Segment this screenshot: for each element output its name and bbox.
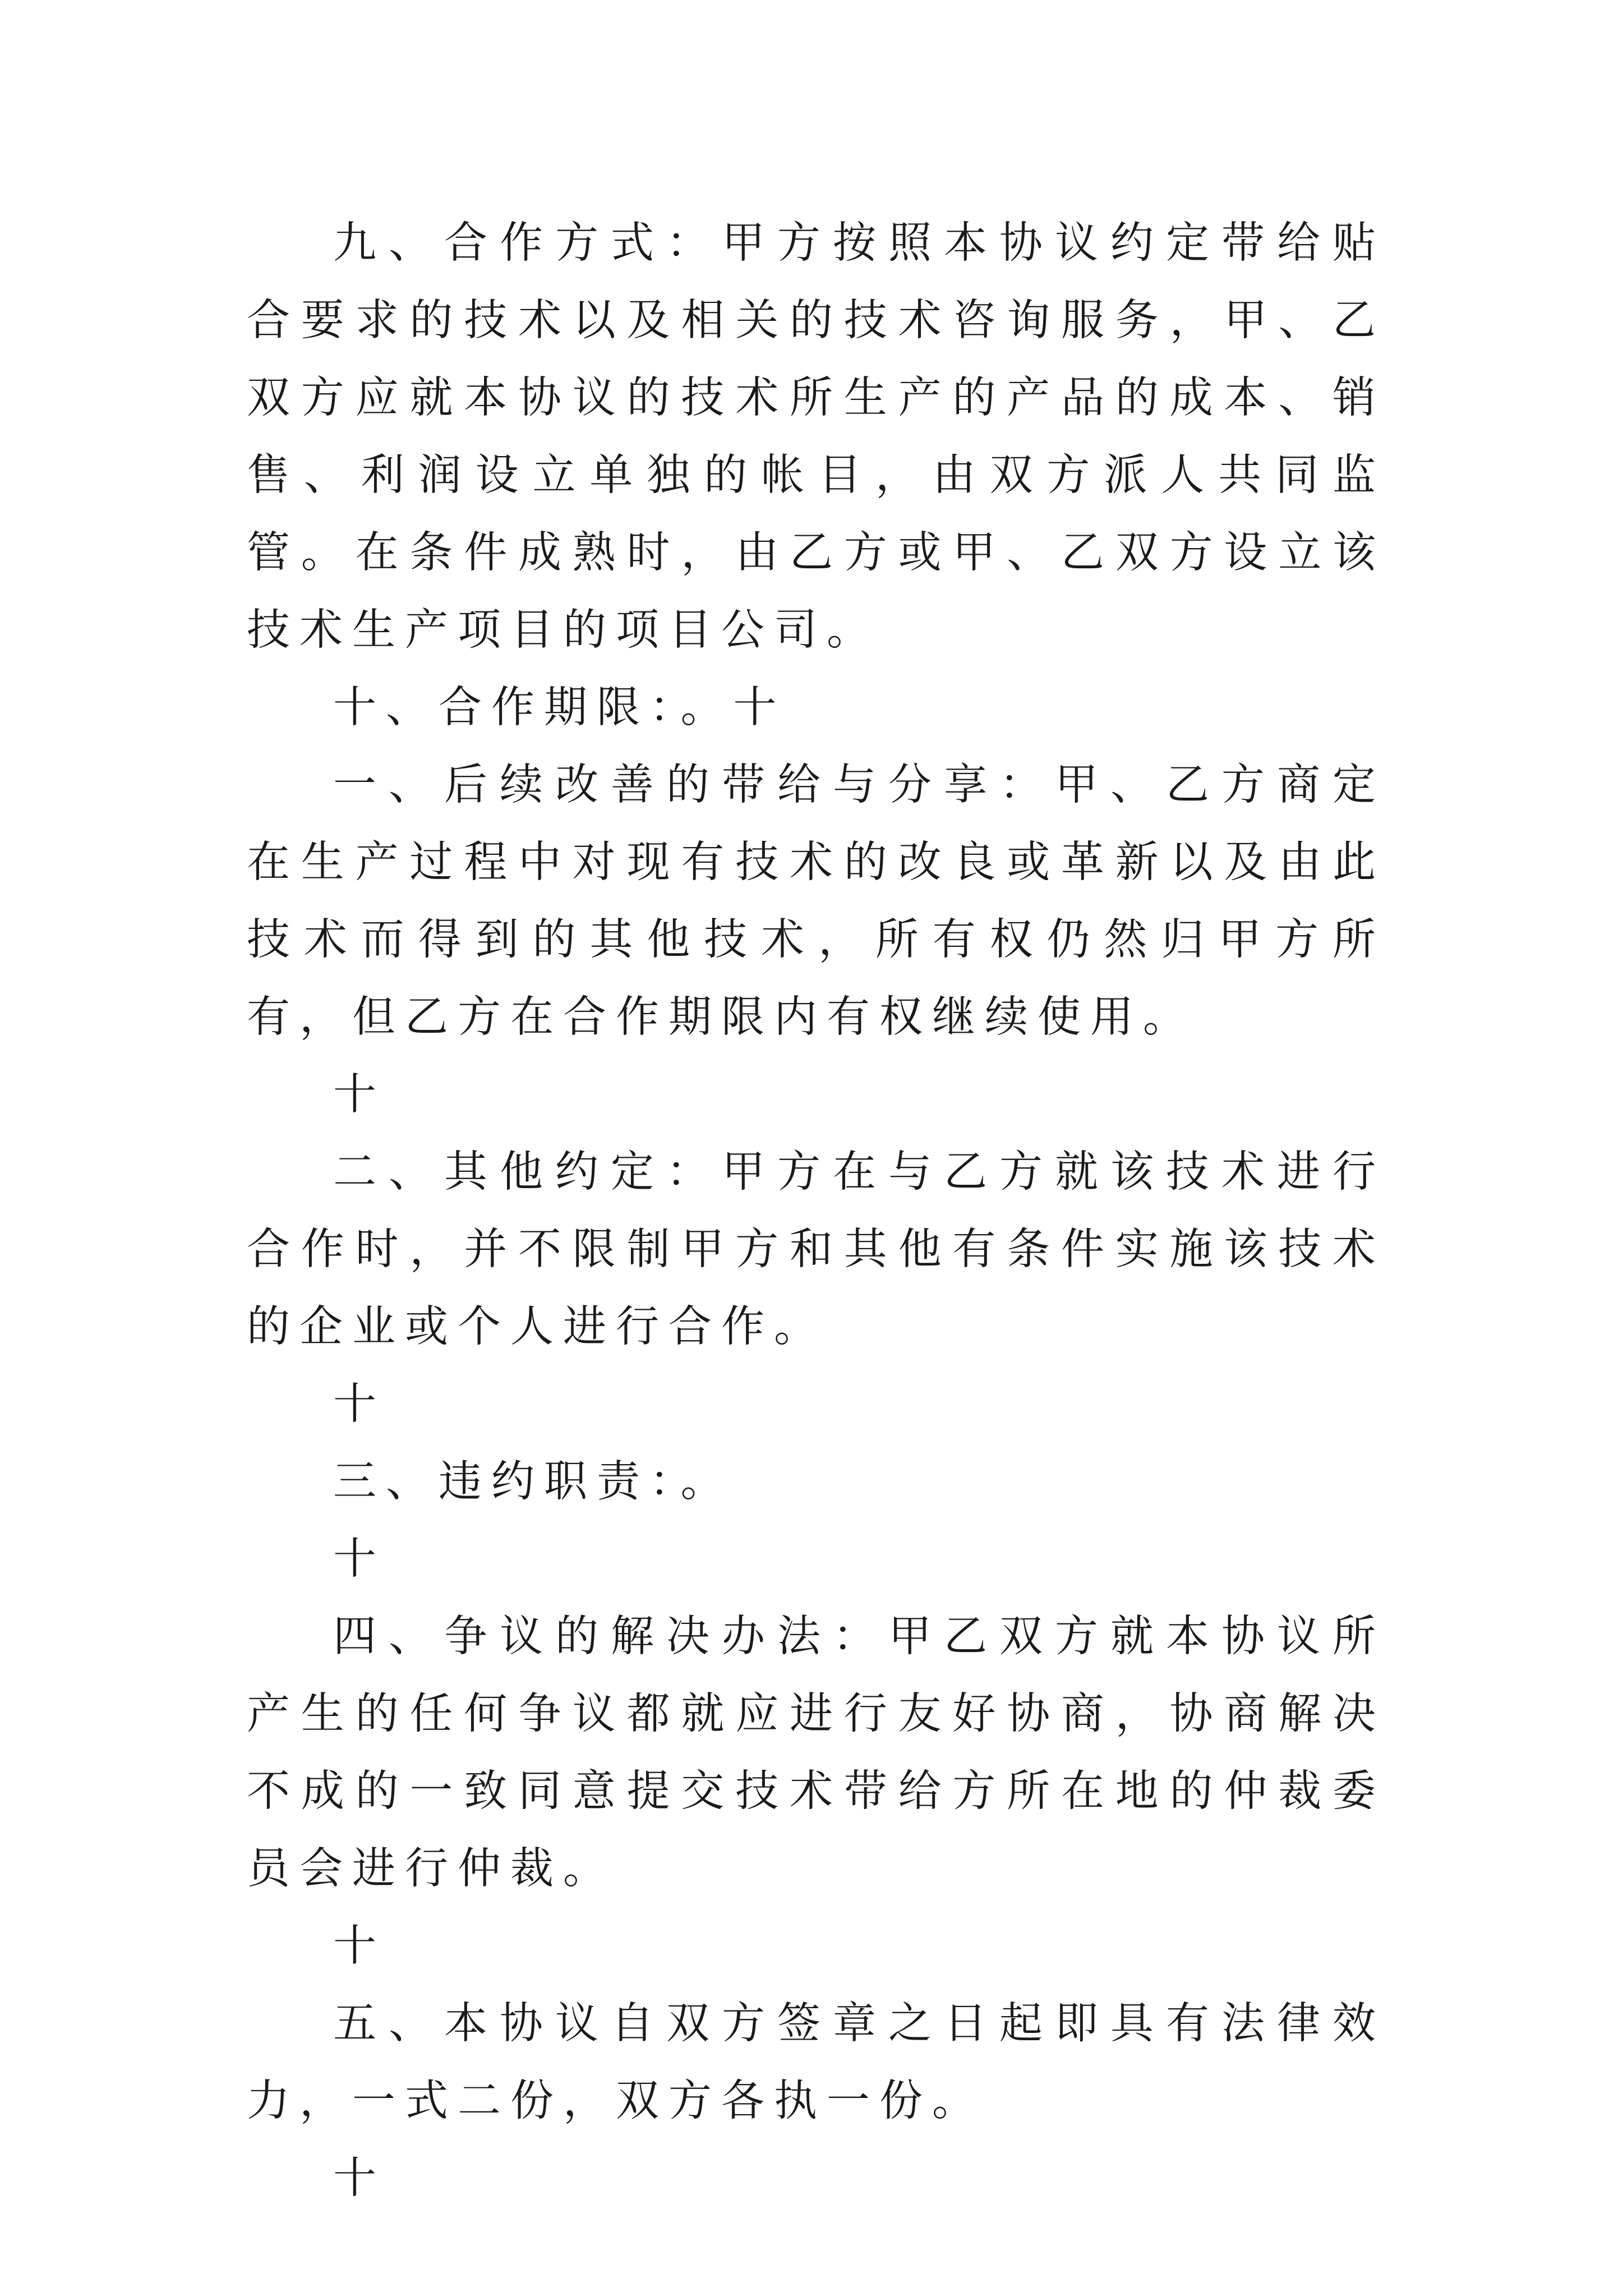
paragraph-effectiveness: 五、本协议自双方签章之日起即具有法律效力，一式二份，双方各执一份。 xyxy=(247,1999,1385,2126)
paragraph-cooperation-method: 九、合作方式：甲方按照本协议约定带给贴合要求的技术以及相关的技术咨询服务，甲、乙双方应就本协议的技术所生产的产品的成本、销售、利润设立单独的帐目，由双方派人共同监管。在条件成熟时，由乙方或甲、乙双方设立该技术生产项目的项目公司。 xyxy=(247,218,1385,655)
paragraph-numeral-ten: 十 xyxy=(333,1921,386,1971)
paragraph-dispute-resolution: 四、争议的解决办法：甲乙双方就本协议所产生的任何争议都就应进行友好协商，协商解决不成的一致同意提交技术带给方所在地的仲裁委员会进行仲裁。 xyxy=(247,1612,1385,1894)
paragraph-numeral-ten: 十 xyxy=(333,2154,386,2203)
document-body xyxy=(247,205,1385,2217)
paragraph-improvement-sharing: 一、后续改善的带给与分享：甲、乙方商定在生产过程中对现有技术的改良或革新以及由此技术而得到的其他技术，所有权仍然归甲方所有，但乙方在合作期限内有权继续使用。 xyxy=(247,760,1385,1042)
paragraph-breach-liability: 三、违约职责：。 xyxy=(333,1457,734,1507)
paragraph-cooperation-term: 十、合作期限：。十 xyxy=(333,683,786,733)
paragraph-numeral-ten: 十 xyxy=(333,1534,386,1584)
paragraph-other-agreements: 二、其他约定：甲方在与乙方就该技术进行合作时，并不限制甲方和其他有条件实施该技术的企业或个人进行合作。 xyxy=(247,1147,1385,1352)
paragraph-numeral-ten: 十 xyxy=(333,1379,386,1429)
paragraph-numeral-ten: 十 xyxy=(333,1070,386,1120)
